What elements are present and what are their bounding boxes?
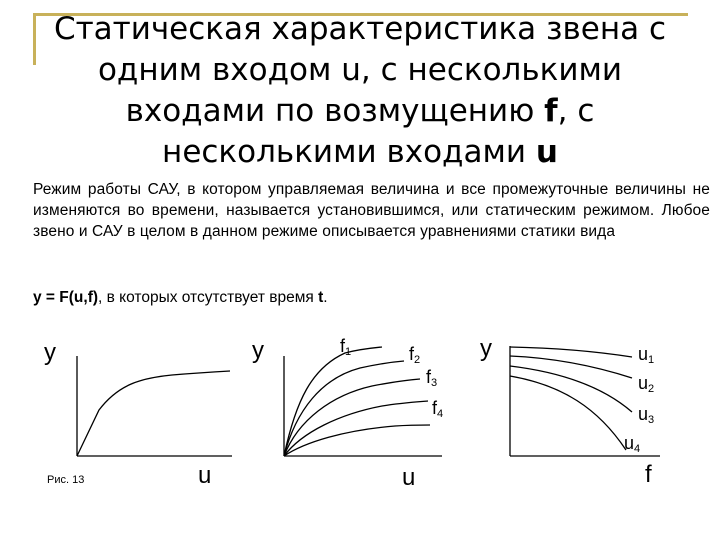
graph-2-x-label: u [402, 464, 416, 491]
title-line-3-text: входами по возмущению [125, 93, 545, 129]
graph-2-curve-3 [284, 379, 420, 456]
title-line-2: одним входом u, с несколькими [97, 52, 623, 88]
title-line-4-text: несколькими входами [162, 134, 536, 170]
graph-2-curve-4 [284, 401, 428, 456]
graph-1 [44, 339, 232, 489]
graph-2-curve-2 [284, 361, 404, 456]
formula-text: , в которых отсутствует время [98, 289, 319, 306]
title-line-3-bold: f [544, 93, 558, 129]
title-line-3-end: , с [557, 93, 595, 129]
graph-3-label-u4 [624, 433, 640, 455]
graph-3-label-u3-sub: 3 [648, 414, 655, 426]
graph-1-y-label: y [44, 339, 56, 366]
graph-2-label-f2 [409, 344, 420, 366]
title-line-4-bold: u [535, 134, 558, 170]
graph-3-label-u1 [638, 344, 654, 366]
graph-2-label-f3-sub: 3 [431, 377, 438, 389]
formula-time-variable: t [318, 289, 324, 306]
graph-3-x-label: f [645, 461, 652, 488]
graph-3 [480, 335, 660, 488]
graph-3-label-u2-letter: u [638, 373, 649, 393]
graph-2-label-f1-letter: f [340, 336, 346, 356]
graph-3-curve-4 [510, 376, 626, 450]
graph-2-label-f2-letter: f [409, 344, 415, 364]
graph-3-label-u3-letter: u [638, 404, 649, 424]
graph-2-label-f4-letter: f [432, 398, 438, 418]
graph-3-y-label: y [480, 335, 492, 362]
graph-3-label-u1-sub: 1 [648, 354, 655, 366]
formula-expression: y = F(u,f) [33, 289, 99, 306]
graph-2-label-f3-letter: f [426, 367, 432, 387]
graph-1-x-label: u [198, 462, 212, 489]
graph-3-label-u2-sub: 2 [648, 383, 655, 395]
graph-2-label-f1-sub: 1 [345, 346, 352, 358]
formula-end: . [323, 289, 328, 306]
definition-paragraph: Режим работы САУ, в котором управляемая величина и все промежуточные величины не изменяются во времени, называется установившимся, или статическим режимом. Любое звено и САУ в целом в данном режиме описывается уравнениями статики вида [33, 181, 710, 240]
graph-3-label-u4-letter: u [624, 433, 635, 453]
graph-3-curve-1 [510, 347, 632, 357]
graph-3-label-u4-sub: 4 [634, 443, 641, 455]
figure-caption: Рис. 13 [47, 474, 85, 486]
graph-3-label-u2 [638, 373, 654, 395]
graph-3-label-u1-letter: u [638, 344, 649, 364]
graph-2-label-f1 [340, 336, 351, 358]
title-line-1: Статическая характеристика звена с [53, 11, 667, 47]
graph-3-curve-2 [510, 356, 632, 378]
graph-2-label-f2-sub: 2 [414, 354, 421, 366]
graph-2 [252, 336, 443, 491]
graph-3-label-u3 [638, 404, 654, 426]
graph-1-curve [77, 371, 230, 456]
graph-2-label-f4 [432, 398, 443, 420]
graph-2-curve-5 [284, 425, 430, 456]
graph-2-label-f3 [426, 367, 437, 389]
graph-2-y-label: y [252, 337, 264, 364]
graph-2-label-f4-sub: 4 [437, 408, 444, 420]
